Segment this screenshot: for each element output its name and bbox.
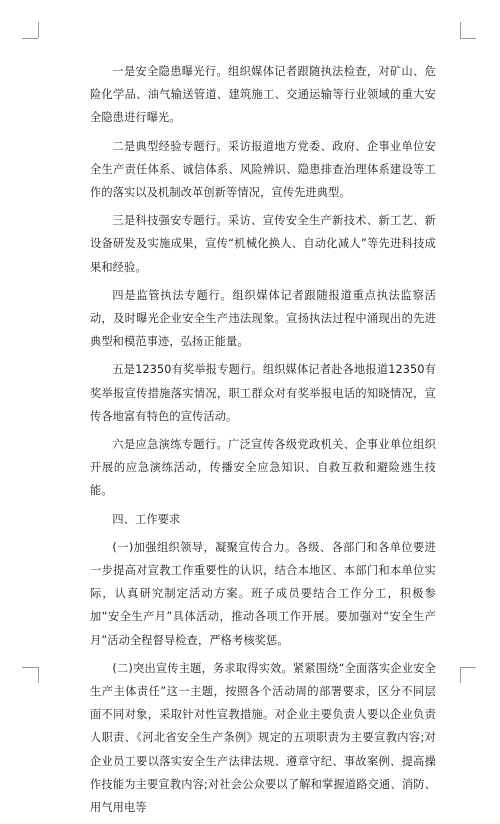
- paragraph-technology-safety: 三是科技强安专题行。采访、宣传安全生产新技术、新工艺、新设备研发及实施成果，宣传“机械化换人、自动化减人”等先进科技成果和经验。: [90, 214, 436, 274]
- paragraph-organization-leadership: (一)加强组织领导，凝聚宣传合力。各级、各部门和各单位要进一步提高对宣教工作重要性的认识，结合本地区、本部门和本单位实际，认真研究制定活动方案。班子成员要结合工作分工，积极参加“安全生产月”具体活动，推动各项工作开展。要加强对“安全生产月”活动全程督导检查，严格考核奖惩。: [90, 540, 436, 647]
- paragraph-supervision-enforcement: 四是监管执法专题行。组织媒体记者跟随报道重点执法监察活动，及时曝光企业安全生产违法现象。宣扬执法过程中涌现出的先进典型和模范事迹，弘扬正能量。: [90, 288, 436, 349]
- paragraph-emergency-drill: 六是应急演练专题行。广泛宣传各级党政机关、企事业单位组织开展的应急演练活动，传播安全应急知识、自救互救和避险逃生技能。: [90, 438, 436, 498]
- document-body: [90, 60, 436, 824]
- section-heading-work-requirements: 四、工作要求: [112, 512, 181, 526]
- paragraph-safety-hazard-exposure: 一是安全隐患曝光行。组织媒体记者跟随执法检查，对矿山、危险化学品、油气输送管道、建筑施工、交通运输等行业领域的重大安全隐患进行曝光。: [90, 65, 436, 125]
- paragraph-12350-reporting: 五是12350有奖举报专题行。组织媒体记者赴各地报道12350有奖举报宣传措施落实情况，职工群众对有奖举报电话的知晓情况，宣传各地富有特色的宣传活动。: [90, 363, 436, 423]
- paragraph-typical-experience: 二是典型经验专题行。采访报道地方党委、政府、企事业单位安全生产责任体系、诚信体系、风险辨识、隐患排查治理体系建设等工作的落实以及机制改革创新等情况，宣传先进典型。: [90, 139, 436, 200]
- paragraph-highlight-theme: (二)突出宣传主题，务求取得实效。紧紧围绕“全面落实企业安全生产主体责任”这一主题，按照各个活动周的部署要求，区分不同层面不同对象，采取针对性宣教措施。对企业主要负责人要以企业负责人职责、《河北省安全生产条例》规定的五项职责为主要宣教内容;对企业员工要以落实安全生产法律法规、遵章守纪、事故案例、提高操作技能为主要宣教内容;对社会公众要以了解和掌握道路交通、消防、用气用电等: [90, 661, 436, 815]
